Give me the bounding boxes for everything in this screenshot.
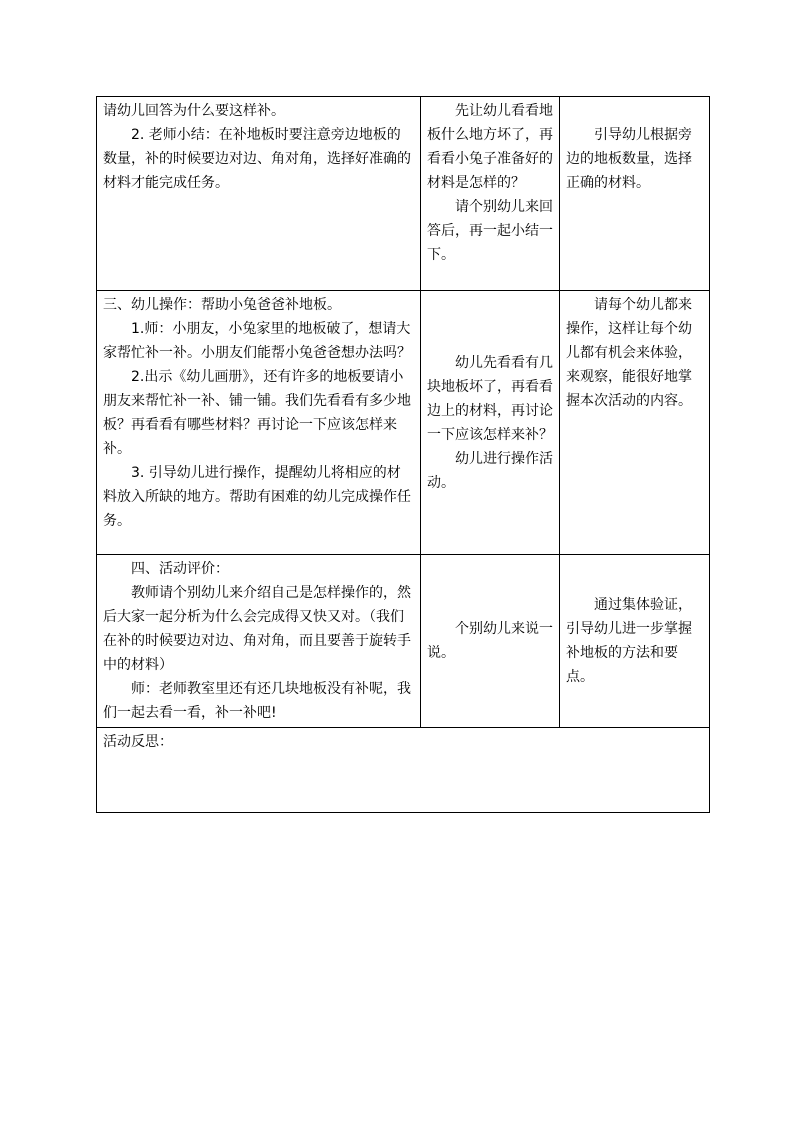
paragraph: 教师请个别幼儿来介绍自己是怎样操作的，然后大家一起分析为什么会完成得又快又对。（我们在补的时候要边对边、角对角，而且要善于旋转手中的材料） bbox=[103, 585, 411, 673]
child-activity-cell bbox=[421, 97, 560, 291]
table-row bbox=[97, 555, 710, 728]
paragraph: 请每个幼儿都来操作，这样让每个幼儿都有机会来体验，来观察，能很好地掌握本次活动的内容。 bbox=[566, 297, 692, 409]
paragraph: 3. 引导幼儿进行操作，提醒幼儿将相应的材料放入所缺的地方。帮助有困难的幼儿完成操作任务。 bbox=[103, 465, 411, 529]
child-activity-cell bbox=[421, 555, 560, 728]
design-intent-cell bbox=[560, 291, 710, 555]
lesson-plan-table bbox=[96, 96, 710, 813]
reflection-label: 活动反思： bbox=[103, 734, 173, 750]
design-intent-cell bbox=[560, 555, 710, 728]
child-activity-cell bbox=[421, 291, 560, 555]
teacher-activity-cell bbox=[97, 291, 421, 555]
paragraph: 先让幼儿看看地板什么地方坏了，再看看小兔子准备好的材料是怎样的？ bbox=[427, 103, 553, 191]
paragraph: 请个别幼儿来回答后，再一起小结一下。 bbox=[427, 199, 553, 263]
paragraph: 幼儿进行操作活动。 bbox=[427, 450, 553, 491]
table-row bbox=[97, 291, 710, 555]
teacher-activity-cell bbox=[97, 555, 421, 728]
paragraph: 幼儿先看看有几块地板坏了，再看看边上的材料，再讨论一下应该怎样来补？ bbox=[427, 354, 553, 443]
teacher-activity-cell bbox=[97, 97, 421, 291]
paragraph: 三、幼儿操作：帮助小兔爸爸补地板。 bbox=[103, 297, 341, 313]
table-row bbox=[97, 97, 710, 291]
reflection-row bbox=[97, 728, 710, 813]
paragraph: 通过集体验证，引导幼儿进一步掌握补地板的方法和要点。 bbox=[566, 597, 692, 685]
paragraph: 2.出示《幼儿画册》，还有许多的地板要请小朋友来帮忙补一补、铺一铺。我们先看看有多少地板？再看看有哪些材料？再讨论一下应该怎样来补。 bbox=[103, 369, 411, 457]
paragraph: 师：老师教室里还有还几块地板没有补呢，我们一起去看一看，补一补吧! bbox=[103, 681, 411, 721]
reflection-cell bbox=[97, 728, 710, 813]
design-intent-cell bbox=[560, 97, 710, 291]
paragraph: 1.师：小朋友，小兔家里的地板破了，想请大家帮忙补一补。小朋友们能帮小兔爸爸想办法吗？ bbox=[103, 321, 411, 361]
paragraph: 个别幼儿来说一说。 bbox=[427, 621, 553, 661]
paragraph: 2. 老师小结：在补地板时要注意旁边地板的数量，补的时候要边对边、角对角，选择好准确的材料才能完成任务。 bbox=[103, 127, 411, 191]
paragraph: 请幼儿回答为什么要这样补。 bbox=[103, 103, 285, 119]
paragraph: 四、活动评价： bbox=[131, 561, 229, 577]
paragraph: 引导幼儿根据旁边的地板数量，选择正确的材料。 bbox=[566, 127, 692, 191]
